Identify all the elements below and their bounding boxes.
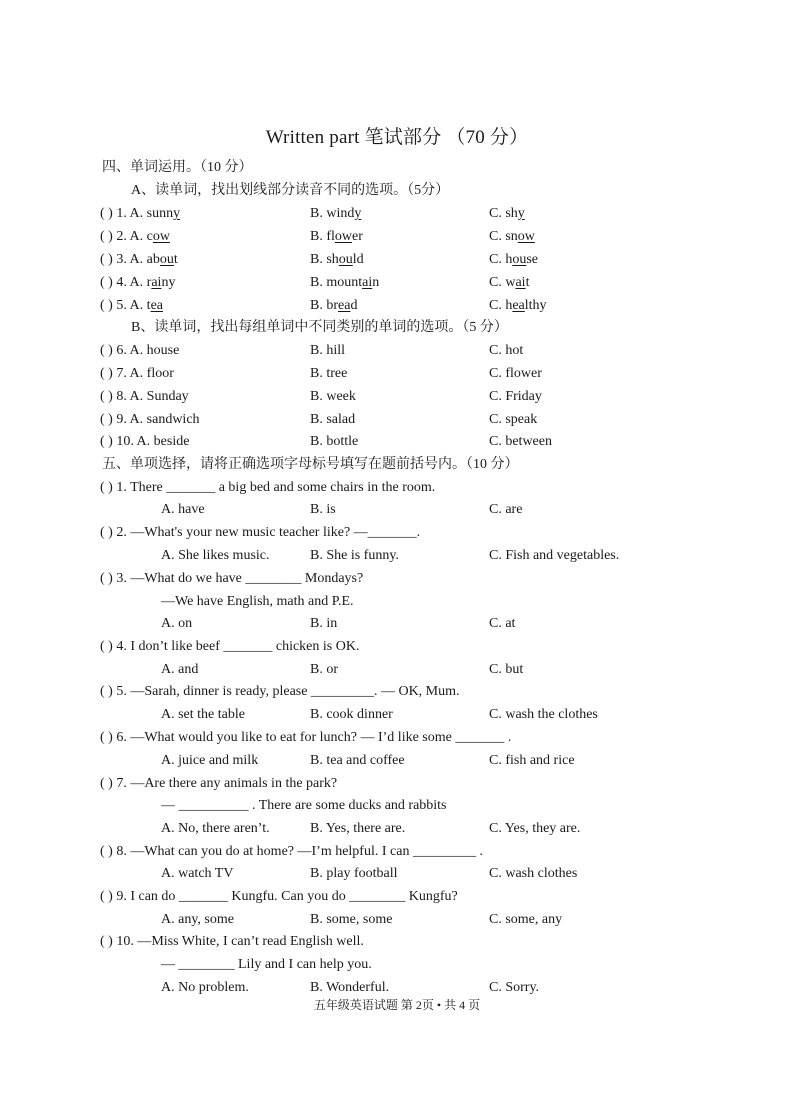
question-stem: ( ) 9. A. sandwich xyxy=(100,412,200,427)
option-b: B. tree xyxy=(310,366,348,381)
question-row xyxy=(0,364,794,384)
options-row xyxy=(0,751,794,771)
question-number: ( ) 3. A. about xyxy=(100,252,178,267)
question-stem: ( ) 6. —What would you like to eat for lunch? — I’d like some _______ . xyxy=(100,730,512,745)
option-c: C. shy xyxy=(489,206,525,221)
question-stem: ( ) 10. —Miss White, I can’t read English well. xyxy=(100,934,364,949)
option-c: C. are xyxy=(489,502,523,517)
option-b: B. hill xyxy=(310,343,346,358)
question-row xyxy=(0,296,794,316)
part-b-heading: B、读单词，找出每组单词中不同类别的单词的选项。（5 分） xyxy=(131,320,508,335)
section-5-heading: 五、单项选择，请将正确选项字母标号填写在题前括号内。（10 分） xyxy=(102,457,519,472)
option-b: B. flower xyxy=(310,229,363,244)
option-a: A. No, there aren’t. xyxy=(161,821,270,836)
option-a: A. juice and milk xyxy=(161,753,259,768)
option-b: B. in xyxy=(310,616,338,631)
question-stem: ( ) 3. —What do we have ________ Mondays? xyxy=(100,571,364,586)
option-c: C. wash the clothes xyxy=(489,707,598,722)
question-stem-continued: —We have English, math and P.E. xyxy=(161,594,354,609)
option-b: B. salad xyxy=(310,412,356,427)
option-c: C. some, any xyxy=(489,912,563,927)
option-b: B. She is funny. xyxy=(310,548,399,563)
question-stem: ( ) 6. A. house xyxy=(100,343,180,358)
option-c: C. Sorry. xyxy=(489,980,540,995)
option-c: C. house xyxy=(489,252,539,267)
options-row xyxy=(0,500,794,520)
options-row xyxy=(0,546,794,566)
option-c: C. fish and rice xyxy=(489,753,575,768)
option-b: B. windy xyxy=(310,206,362,221)
option-c: C. Friday xyxy=(489,389,542,404)
option-c: C. hot xyxy=(489,343,524,358)
question-stem: ( ) 9. I can do _______ Kungfu. Can you do ________ Kungfu? xyxy=(100,889,458,904)
question-stem: ( ) 2. —What's your new music teacher like? —_______. xyxy=(100,525,421,540)
options-row xyxy=(0,819,794,839)
option-c: C. snow xyxy=(489,229,535,244)
option-c: C. flower xyxy=(489,366,542,381)
options-row xyxy=(0,978,794,998)
option-b: B. Wonderful. xyxy=(310,980,390,995)
options-row xyxy=(0,864,794,884)
question-stem: ( ) 1. There _______ a big bed and some chairs in the room. xyxy=(100,480,436,495)
question-row xyxy=(0,204,794,224)
option-a: A. No problem. xyxy=(161,980,249,995)
option-a: A. have xyxy=(161,502,205,517)
page-footer: 五年级英语试题 第 2页 • 共 4 页 xyxy=(313,998,481,1012)
options-row xyxy=(0,614,794,634)
option-b: B. play football xyxy=(310,866,398,881)
option-b: B. mountain xyxy=(310,275,380,290)
option-b: B. week xyxy=(310,389,356,404)
option-b: B. or xyxy=(310,662,338,677)
option-b: B. Yes, there are. xyxy=(310,821,406,836)
part-a-heading: A、读单词，找出划线部分读音不同的选项。（5分） xyxy=(131,183,450,198)
question-number: ( ) 4. A. rainy xyxy=(100,275,176,290)
question-stem-continued: — __________ . There are some ducks and rabbits xyxy=(161,798,447,813)
question-stem: ( ) 7. A. floor xyxy=(100,366,174,381)
option-a: A. on xyxy=(161,616,193,631)
question-row xyxy=(0,341,794,361)
option-c: C. Yes, they are. xyxy=(489,821,581,836)
question-row xyxy=(0,410,794,430)
option-c: C. at xyxy=(489,616,516,631)
option-a: A. any, some xyxy=(161,912,234,927)
option-c: C. speak xyxy=(489,412,538,427)
question-stem-continued: — ________ Lily and I can help you. xyxy=(161,957,372,972)
option-b: B. should xyxy=(310,252,364,267)
option-c: C. between xyxy=(489,434,552,449)
question-row xyxy=(0,227,794,247)
option-a: A. She likes music. xyxy=(161,548,270,563)
question-stem: ( ) 5. —Sarah, dinner is ready, please _________. — OK, Mum. xyxy=(100,684,460,699)
option-c: C. Fish and vegetables. xyxy=(489,548,620,563)
question-number: ( ) 1. A. sunny xyxy=(100,206,181,221)
question-row xyxy=(0,432,794,452)
options-row xyxy=(0,660,794,680)
question-row xyxy=(0,250,794,270)
option-a: A. and xyxy=(161,662,199,677)
option-b: B. bottle xyxy=(310,434,359,449)
option-a: A. set the table xyxy=(161,707,245,722)
question-number: ( ) 2. A. cow xyxy=(100,229,171,244)
question-stem: ( ) 7. —Are there any animals in the park? xyxy=(100,776,338,791)
options-row xyxy=(0,910,794,930)
option-b: B. tea and coffee xyxy=(310,753,405,768)
section-4-heading: 四、单词运用。（10 分） xyxy=(102,160,253,175)
option-b: B. some, some xyxy=(310,912,393,927)
question-row xyxy=(0,387,794,407)
options-row xyxy=(0,705,794,725)
option-b: B. cook dinner xyxy=(310,707,393,722)
option-c: C. healthy xyxy=(489,298,547,313)
option-c: C. but xyxy=(489,662,524,677)
question-stem: ( ) 8. —What can you do at home? —I’m helpful. I can _________ . xyxy=(100,844,483,859)
question-stem: ( ) 8. A. Sunday xyxy=(100,389,189,404)
option-c: C. wait xyxy=(489,275,530,290)
page-title: Written part 笔试部分 （70 分） xyxy=(265,127,529,148)
question-number: ( ) 5. A. tea xyxy=(100,298,163,313)
option-a: A. watch TV xyxy=(161,866,234,881)
question-stem: ( ) 4. I don’t like beef _______ chicken is OK. xyxy=(100,639,360,654)
question-row xyxy=(0,273,794,293)
option-b: B. is xyxy=(310,502,336,517)
option-c: C. wash clothes xyxy=(489,866,578,881)
question-stem: ( ) 10. A. beside xyxy=(100,434,190,449)
option-b: B. bread xyxy=(310,298,358,313)
